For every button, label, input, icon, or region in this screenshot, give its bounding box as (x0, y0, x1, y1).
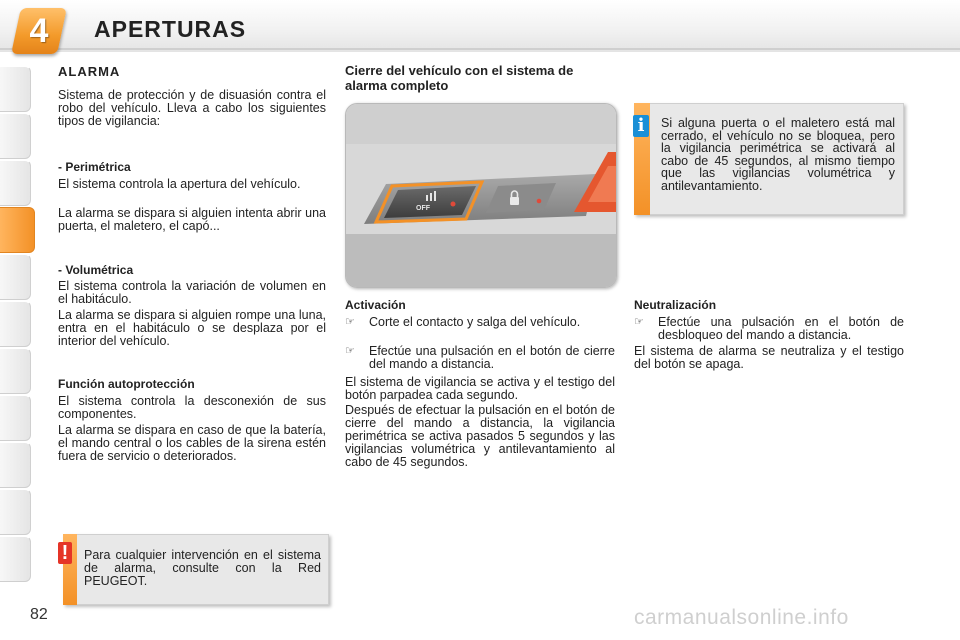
side-tab-9[interactable] (0, 442, 31, 488)
heading-neutralizacion: Neutralización (634, 298, 717, 312)
hand-pointer-icon: ☞ (345, 345, 355, 357)
side-tab-10[interactable] (0, 489, 31, 535)
activacion-bullet-2-text: Efectúe una pulsación en el botón de cierre del mando a distancia. (369, 344, 615, 371)
heading-activacion: Activación (345, 298, 406, 312)
activacion-bullet-1 (345, 316, 615, 329)
side-tab-8[interactable] (0, 395, 31, 441)
volumetrica-p2: La alarma se dispara si alguien rompe una luna, entra en el habitáculo o se desplaza por el interior del vehículo. (58, 308, 326, 348)
dashboard-illustration (346, 104, 616, 287)
info-note-text: Si alguna puerta o el maletero está mal cerrado, el vehículo no se bloquea, pero la vigilancia perimétrica se activará al cabo de 45 segundos, al mismo tiempo que las vigilancias volumétrica y antilevantamiento. (661, 116, 895, 193)
activacion-p1: El sistema de vigilancia se activa y el testigo del botón parpadea cada segundo. (345, 375, 615, 402)
autoproteccion-p1: El sistema controla la desconexión de sus componentes. (58, 394, 326, 421)
perimetrica-p1: El sistema controla la apertura del vehículo. (58, 177, 301, 191)
side-tab-2[interactable] (0, 113, 31, 159)
activacion-bullet-2 (345, 345, 615, 371)
side-tab-7[interactable] (0, 348, 31, 394)
neutralizacion-p1: El sistema de alarma se neutraliza y el testigo del botón se apaga. (634, 344, 904, 371)
side-tab-1[interactable] (0, 66, 31, 112)
section-title-alarma: ALARMA (58, 64, 121, 79)
activacion-p2: Después de efectuar la pulsación en el botón de cierre del mando a distancia, la vigilancia perimétrica se activa pasados 5 segundos y las vigilancias volumétrica y antilevantamiento al cabo de 45 segundos. (345, 403, 615, 469)
intro-paragraph: Sistema de protección y de disuasión contra el robo del vehículo. Lleva a cabo los siguientes tipos de vigilancia: (58, 88, 326, 128)
page-number: 82 (30, 606, 48, 623)
section-title-cierre: Cierre del vehículo con el sistema de alarma completo (345, 63, 574, 93)
side-tab-4-active[interactable] (0, 207, 35, 253)
activacion-bullet-1-text: Corte el contacto y salga del vehículo. (369, 315, 581, 329)
heading-autoproteccion: Función autoprotección (58, 377, 195, 391)
side-tab-3[interactable] (0, 160, 31, 206)
neutralizacion-bullet-1-text: Efectúe una pulsación en el botón de desbloqueo del mando a distancia. (658, 315, 904, 342)
autoproteccion-p2: La alarma se dispara en caso de que la batería, el mando central o los cables de la sirena estén fuera de servicio o deteriorados. (58, 423, 326, 463)
side-tab-6[interactable] (0, 301, 31, 347)
heading-perimetrica: - Perimétrica (58, 160, 131, 174)
chapter-number: 4 (29, 12, 49, 50)
side-tab-5[interactable] (0, 254, 31, 300)
off-button-label: OFF (416, 205, 430, 212)
perimetrica-p2: La alarma se dispara si alguien intenta abrir una puerta, el maletero, el capó... (58, 206, 326, 233)
hand-pointer-icon: ☞ (345, 316, 355, 328)
heading-volumetrica: - Volumétrica (58, 263, 134, 277)
warning-exclamation-icon: ! (58, 542, 72, 564)
warning-note-text: Para cualquier intervención en el sistema de alarma, consulte con la Red PEUGEOT. (84, 548, 321, 588)
header-divider (0, 48, 960, 50)
chapter-title: APERTURAS (94, 16, 247, 42)
led-lock-button (537, 199, 542, 204)
neutralizacion-bullet-1 (634, 316, 904, 342)
alarm-button-photo (345, 103, 617, 288)
hand-pointer-icon: ☞ (634, 316, 644, 328)
led-off-button (451, 202, 456, 207)
alarm-off-button (384, 186, 476, 218)
volumetrica-p1: El sistema controla la variación de volumen en el habitáculo. (58, 279, 326, 306)
watermark-text: carmanualsonline.info (634, 606, 849, 629)
info-icon: i (633, 115, 649, 137)
side-tab-11[interactable] (0, 536, 31, 582)
